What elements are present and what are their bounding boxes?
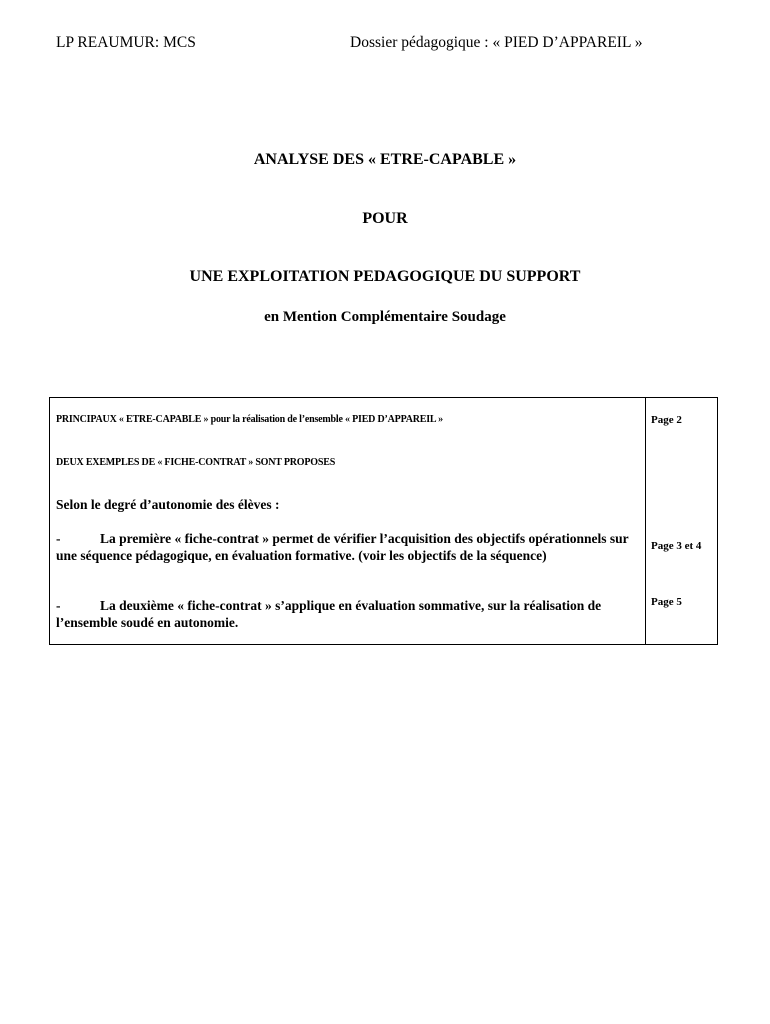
page-ref-1: Page 2 [651, 414, 682, 426]
fiche-1-text: La première « fiche-contrat » permet de vérifier l’acquisition des objectifs opérationnels sur une séquence pédagogique, en évaluation formative. (voir les objectifs de la séquence) [56, 531, 629, 563]
row-principaux: PRINCIPAUX « ETRE-CAPABLE » pour la réalisation de l’ensemble « PIED D’APPAREIL » [56, 414, 443, 425]
fiche-2-text: La deuxième « fiche-contrat » s’applique en évaluation sommative, sur la réalisation de l’ensemble soudé en autonomie. [56, 598, 602, 630]
bullet-dash: - [56, 531, 61, 546]
row-deux-exemples: DEUX EXEMPLES DE « FICHE-CONTRAT » SONT PROPOSES [56, 457, 336, 468]
title-line-4: en Mention Complémentaire Soudage [264, 309, 506, 325]
row-autonomie: Selon le degré d’autonomie des élèves : [56, 497, 280, 512]
column-divider [645, 398, 646, 644]
page-header [56, 34, 716, 56]
list-item-fiche-2 [56, 597, 636, 631]
title-line-1: ANALYSE DES « ETRE-CAPABLE » [253, 151, 517, 168]
title-line-2: POUR [362, 210, 408, 227]
list-item-fiche-1 [56, 530, 636, 564]
bullet-dash: - [56, 598, 61, 613]
header-dossier: Dossier pédagogique : « PIED D’APPAREIL » [350, 34, 643, 51]
page-ref-3: Page 5 [651, 596, 682, 608]
header-school: LP REAUMUR: MCS [56, 34, 196, 51]
page-ref-2: Page 3 et 4 [651, 540, 702, 552]
title-line-3: UNE EXPLOITATION PEDAGOGIQUE DU SUPPORT [189, 268, 581, 285]
contents-table [49, 397, 718, 645]
